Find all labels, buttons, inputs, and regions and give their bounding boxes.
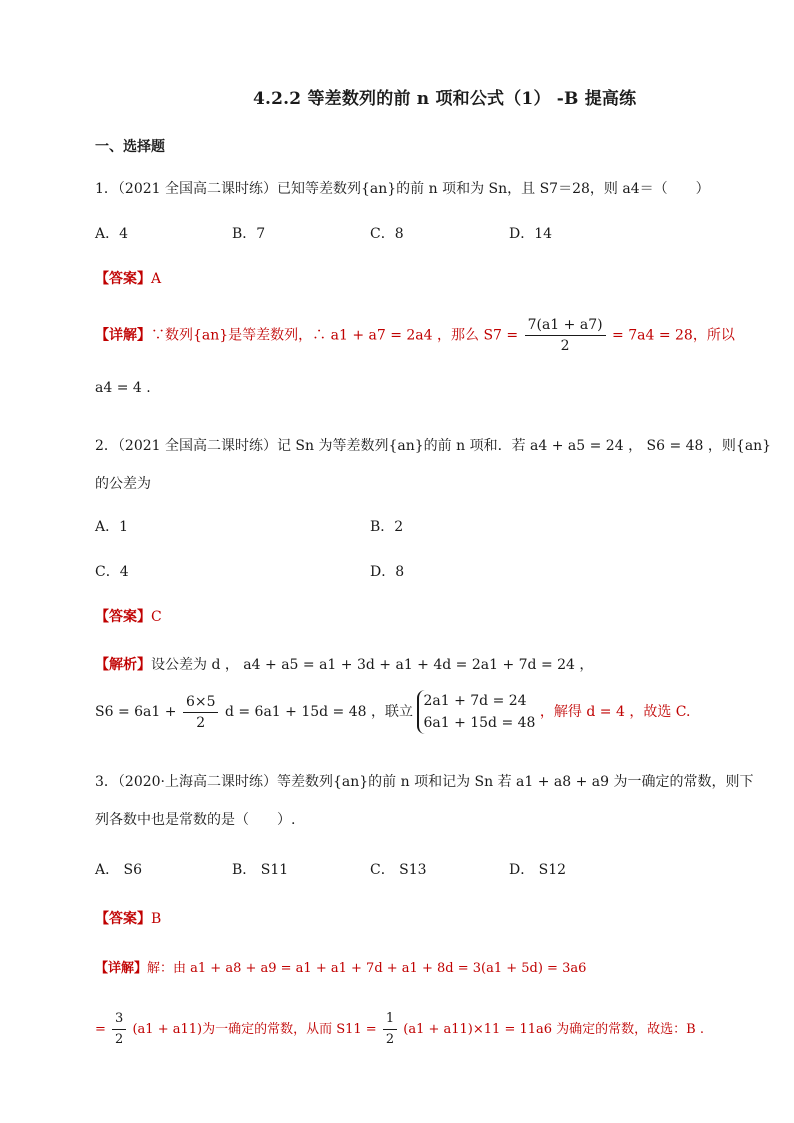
q2-option-d: D．8 — [370, 564, 405, 580]
q2-option-b: B．2 — [370, 519, 404, 535]
detail-text-2c: (a1 + a11)×11 = 11a6 为确定的常数，故选：B . — [403, 1022, 704, 1037]
system-equation-1: 2a1 + 7d = 24 — [423, 693, 527, 709]
detail-text-b: = 7a4 = 28，所以 — [612, 327, 735, 344]
analysis-label: 【解析】 — [95, 657, 151, 673]
q1-detail-cont: a4 = 4 . — [95, 380, 151, 396]
q3-stem-line1: 3．（2020·上海高二课时练）等差数列{an}的前 n 项和记为 Sn 若 a1 + a8 + a9 为一确定的常数，则下 — [95, 774, 754, 790]
q1-option-c: C．8 — [370, 226, 404, 242]
analysis-text-1: 设公差为 d ， a4 + a5 = a1 + 3d + a1 + 4d = 2a1 + 7d = 24 ， — [151, 657, 594, 673]
q1-answer — [95, 268, 161, 288]
q1-option-d: D．14 — [509, 226, 553, 242]
q2-stem-line2: 的公差为 — [95, 476, 151, 492]
analysis-text-2b: d = 6a1 + 15d = 48 ，联立 — [224, 704, 413, 720]
fraction-numerator: 7(a1 + a7) — [525, 316, 606, 336]
answer-value: B — [151, 911, 162, 927]
detail-label: 【详解】 — [95, 961, 148, 976]
detail-label: 【详解】 — [95, 327, 151, 344]
fraction-numerator: 6×5 — [183, 693, 219, 713]
system-equation-2: 6a1 + 15d = 48 — [423, 715, 536, 731]
fraction-numerator: 3 — [112, 1010, 126, 1030]
detail-text-2a: = — [95, 1022, 106, 1037]
fraction — [525, 316, 606, 355]
q3-option-c: C． S13 — [370, 862, 427, 878]
page-title: 4.2.2 等差数列的前 n 项和公式（1） -B 提高练 — [253, 89, 637, 109]
q3-detail-line1 — [95, 957, 586, 976]
fraction-denominator: 2 — [560, 338, 570, 354]
q3-option-a: A． S6 — [95, 862, 143, 878]
q3-detail-line2 — [95, 1010, 704, 1049]
q2-analysis-line2 — [95, 690, 690, 734]
answer-value: C — [151, 609, 162, 625]
q3-answer — [95, 908, 161, 928]
detail-text-1: 解：由 a1 + a8 + a9 = a1 + a1 + 7d + a1 + 8d = 3(a1 + 5d) = 3a6 — [147, 961, 587, 976]
q2-option-a: A．1 — [95, 519, 129, 535]
q3-option-d: D． S12 — [509, 862, 567, 878]
detail-text-a: ∵数列{an}是等差数列，∴ a1 + a7 = 2a4 ，那么 S7 = — [151, 327, 519, 344]
fraction-numerator: 1 — [383, 1010, 397, 1030]
answer-label: 【答案】 — [95, 911, 151, 927]
q1-option-a: A．4 — [95, 226, 129, 242]
fraction-denominator: 2 — [196, 714, 206, 731]
answer-value: A — [151, 271, 162, 287]
q1-detail — [95, 316, 735, 355]
fraction — [383, 1010, 397, 1049]
q3-stem-line2: 列各数中也是常数的是（ ）. — [95, 812, 296, 828]
analysis-text-2a: S6 = 6a1 + — [95, 704, 177, 720]
fraction — [183, 693, 219, 732]
q2-answer — [95, 606, 162, 626]
detail-text-2b: (a1 + a11)为一确定的常数，从而 S11 = — [132, 1022, 377, 1037]
q2-analysis-line1 — [95, 654, 593, 674]
answer-label: 【答案】 — [95, 609, 151, 625]
q2-stem-line1: 2．（2021 全国高二课时练）记 Sn 为等差数列{an}的前 n 项和．若 a4 + a5 = 24 ， S6 = 48 ，则{an} — [95, 438, 772, 454]
q1-option-b: B．7 — [232, 226, 266, 242]
section-heading: 一、选择题 — [95, 139, 165, 155]
fraction-denominator: 2 — [385, 1032, 395, 1047]
q2-option-c: C．4 — [95, 564, 129, 580]
fraction — [112, 1010, 126, 1049]
analysis-text-2c: ，解得 d = 4 ，故选 C. — [539, 704, 691, 720]
fraction-denominator: 2 — [115, 1032, 124, 1047]
q1-stem: 1．（2021 全国高二课时练）已知等差数列{an}的前 n 项和为 Sn，且 S7＝28，则 a4＝（ ） — [95, 181, 710, 197]
equation-system — [417, 690, 535, 734]
q3-option-b: B． S11 — [232, 862, 289, 878]
answer-label: 【答案】 — [95, 271, 151, 287]
